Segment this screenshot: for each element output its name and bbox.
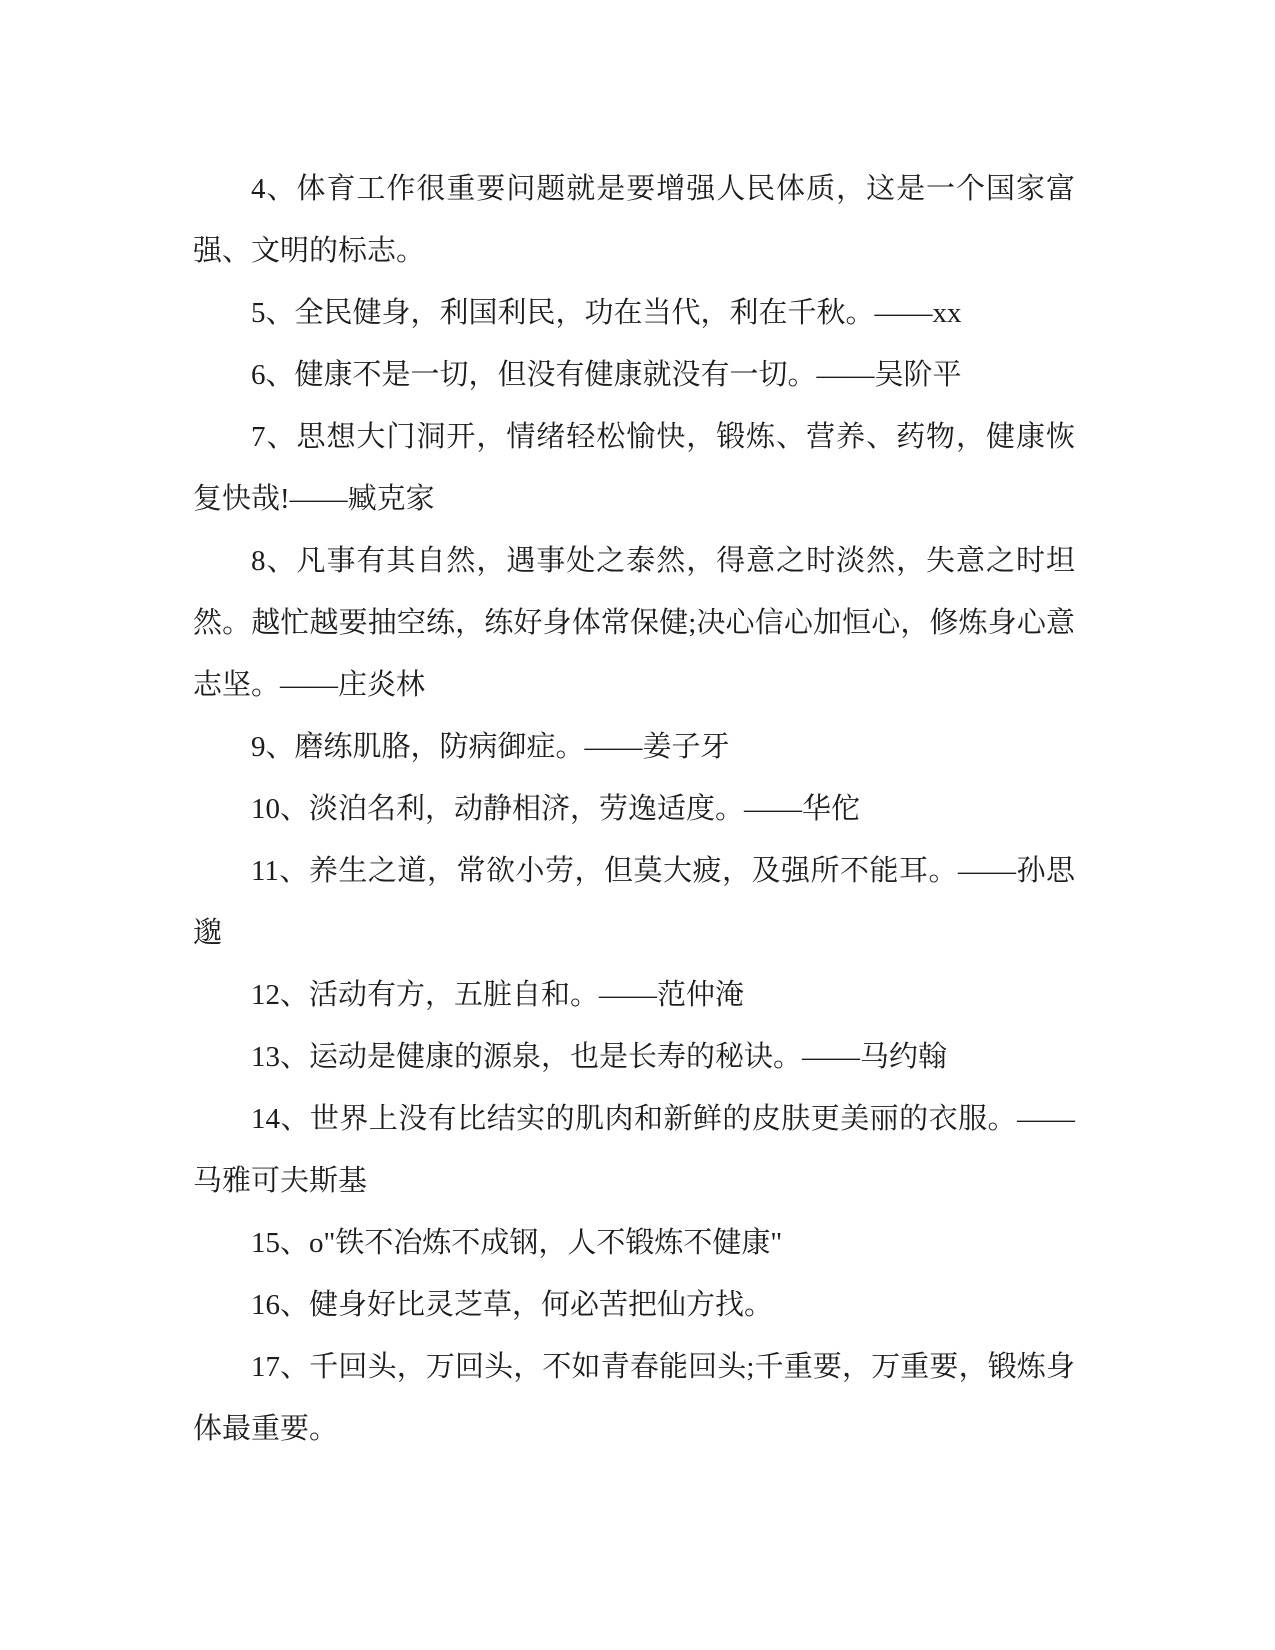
quote-item-16: 16、健身好比灵芝草，何必苦把仙方找。 <box>251 1289 774 1321</box>
quote-item-8: 8、凡事有其自然，遇事处之泰然，得意之时淡然，失意之时坦然。越忙越要抽空练，练好身体常保健;决心信心加恒心，修炼身心意志坚。——庄炎林 <box>193 545 1075 701</box>
quote-item-4: 4、体育工作很重要问题就是要增强人民体质，这是一个国家富强、文明的标志。 <box>193 173 1075 267</box>
quote-item-10: 10、淡泊名利，动静相济，劳逸适度。——华佗 <box>251 793 861 825</box>
quote-item-6: 6、健康不是一切，但没有健康就没有一切。——吴阶平 <box>251 359 962 391</box>
quote-item-11: 11、养生之道，常欲小劳，但莫大疲，及强所不能耳。——孙思邈 <box>193 855 1075 949</box>
quote-item-14: 14、世界上没有比结实的肌肉和新鲜的皮肤更美丽的衣服。——马雅可夫斯基 <box>193 1103 1075 1197</box>
quote-item-9: 9、磨练肌胳，防病御症。——姜子牙 <box>251 731 730 763</box>
quote-item-12: 12、活动有方，五脏自和。——范仲淹 <box>251 979 745 1011</box>
quote-item-17: 17、千回头，万回头，不如青春能回头;千重要，万重要，锻炼身体最重要。 <box>193 1351 1075 1445</box>
quote-item-5: 5、全民健身，利国利民，功在当代，利在千秋。——xx <box>251 297 962 329</box>
quote-item-15: 15、o"铁不冶炼不成钢，人不锻炼不健康" <box>251 1227 783 1259</box>
quote-list <box>193 158 1075 1460</box>
quote-item-13: 13、运动是健康的源泉，也是长寿的秘诀。——马约翰 <box>251 1041 948 1073</box>
quote-item-7: 7、思想大门洞开，情绪轻松愉快，锻炼、营养、药物，健康恢复快哉!——臧克家 <box>193 421 1075 515</box>
